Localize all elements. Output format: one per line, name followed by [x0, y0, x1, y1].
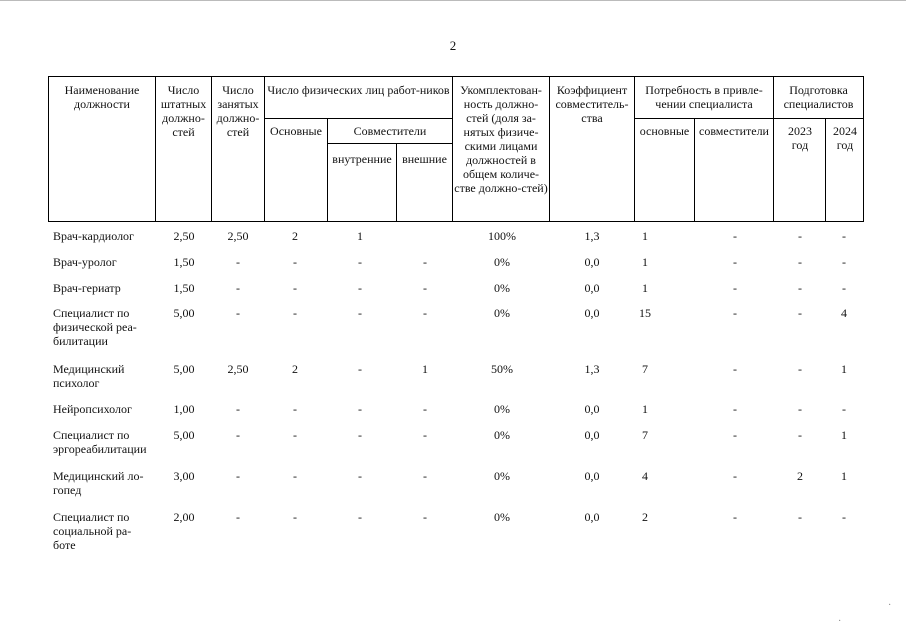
row-cell-need-comb: - — [733, 428, 737, 442]
row-cell-occupied: - — [236, 281, 240, 295]
row-cell-staff: 1,50 — [173, 255, 195, 269]
row-name: Медицинский ло-гопед — [53, 469, 144, 497]
row-cell-external: - — [423, 510, 427, 524]
header-2024: 2024 год — [833, 124, 857, 152]
row-cell-occupied: - — [236, 510, 240, 524]
row-cell-y2023: - — [798, 362, 802, 376]
row-cell-y2023: 2 — [797, 469, 803, 483]
row-cell-occupied: - — [236, 428, 240, 442]
scan-artifact: · — [838, 616, 842, 627]
header-staff: Число штатных должно-стей — [160, 83, 207, 139]
row-cell-staffing: 0% — [494, 281, 510, 295]
row-cell-y2023: - — [798, 402, 802, 416]
row-cell-need-comb: - — [733, 255, 737, 269]
row-cell-coef: 0,0 — [584, 402, 600, 416]
row-cell-need-comb: - — [733, 510, 737, 524]
row-cell-y2024: 1 — [841, 428, 847, 442]
row-cell-external: - — [423, 306, 427, 320]
row-name: Специалист по физической реа-билитации — [53, 306, 137, 348]
row-cell-external: 1 — [422, 362, 428, 376]
row-cell-y2024: 1 — [841, 469, 847, 483]
row-name: Специалист по социальной ра-боте — [53, 510, 132, 552]
row-cell-need-main: 4 — [642, 469, 648, 483]
header-persons: Число физических лиц работ-ников — [267, 83, 450, 97]
row-cell-coef: 1,3 — [584, 362, 600, 376]
header-2023: 2023 год — [788, 124, 812, 152]
row-cell-need-main: 1 — [642, 229, 648, 243]
row-cell-internal: - — [358, 306, 362, 320]
row-cell-coef: 0,0 — [584, 255, 600, 269]
row-cell-external: - — [423, 469, 427, 483]
row-cell-internal: - — [358, 281, 362, 295]
row-cell-internal: - — [358, 402, 362, 416]
row-cell-need-main: 1 — [642, 402, 648, 416]
row-cell-need-comb: - — [733, 306, 737, 320]
row-cell-main: 2 — [292, 362, 298, 376]
row-cell-staff: 1,50 — [173, 281, 195, 295]
row-cell-y2023: - — [798, 510, 802, 524]
header-need-main: основные — [639, 124, 690, 138]
row-name: Врач-гериатр — [53, 281, 121, 295]
row-cell-occupied: - — [236, 469, 240, 483]
row-cell-need-comb: - — [733, 362, 737, 376]
header-name: Наименование должности — [64, 83, 140, 111]
row-cell-external: - — [423, 281, 427, 295]
row-cell-main: - — [293, 510, 297, 524]
row-cell-staff: 5,00 — [173, 362, 195, 376]
row-cell-y2023: - — [798, 255, 802, 269]
header-training: Подготовка специалистов — [783, 83, 854, 111]
row-cell-main: - — [293, 402, 297, 416]
header-combiners: Совместители — [353, 124, 427, 138]
row-cell-need-main: 7 — [642, 428, 648, 442]
row-cell-internal: - — [358, 362, 362, 376]
row-cell-external: - — [423, 402, 427, 416]
row-name: Врач-уролог — [53, 255, 117, 269]
row-cell-external: - — [423, 255, 427, 269]
row-cell-main: - — [293, 428, 297, 442]
row-cell-need-main: 7 — [642, 362, 648, 376]
row-cell-staff: 3,00 — [173, 469, 195, 483]
header-external: внешние — [402, 152, 447, 166]
row-cell-y2024: - — [842, 510, 846, 524]
scan-artifact: · — [888, 600, 892, 611]
row-cell-staffing: 0% — [494, 255, 510, 269]
row-cell-staffing: 0% — [494, 402, 510, 416]
row-cell-coef: 0,0 — [584, 510, 600, 524]
header-occupied: Число занятых должно-стей — [216, 83, 260, 139]
row-cell-y2023: - — [798, 281, 802, 295]
row-cell-staffing: 0% — [494, 510, 510, 524]
row-cell-coef: 0,0 — [584, 306, 600, 320]
row-cell-y2023: - — [798, 306, 802, 320]
row-cell-main: - — [293, 469, 297, 483]
row-cell-occupied: - — [236, 306, 240, 320]
row-cell-need-main: 1 — [642, 255, 648, 269]
row-cell-main: - — [293, 255, 297, 269]
row-cell-coef: 1,3 — [584, 229, 600, 243]
header-coefficient: Коэффициент совместитель-ства — [555, 83, 629, 125]
header-need: Потребность в привле-чении специалиста — [645, 83, 763, 111]
row-cell-staff: 2,00 — [173, 510, 195, 524]
row-cell-y2023: - — [798, 428, 802, 442]
row-cell-y2024: 1 — [841, 362, 847, 376]
row-cell-need-main: 2 — [642, 510, 648, 524]
row-cell-internal: - — [358, 469, 362, 483]
row-cell-staff: 1,00 — [173, 402, 195, 416]
row-name: Нейропсихолог — [53, 402, 132, 416]
row-cell-staff: 2,50 — [173, 229, 195, 243]
page-top-edge — [0, 0, 906, 1]
row-cell-main: 2 — [292, 229, 298, 243]
row-cell-staff: 5,00 — [173, 428, 195, 442]
row-cell-occupied: - — [236, 402, 240, 416]
row-cell-staff: 5,00 — [173, 306, 195, 320]
row-name: Медицинский психолог — [53, 362, 125, 390]
row-cell-staffing: 0% — [494, 428, 510, 442]
row-cell-y2023: - — [798, 229, 802, 243]
row-cell-need-main: 15 — [639, 306, 651, 320]
row-cell-occupied: - — [236, 255, 240, 269]
header-internal: внутренние — [332, 152, 392, 166]
row-cell-y2024: 4 — [841, 306, 847, 320]
row-cell-main: - — [293, 281, 297, 295]
header-main: Основные — [270, 124, 322, 138]
row-cell-need-comb: - — [733, 402, 737, 416]
header-need-combiners: совместители — [699, 124, 769, 138]
row-cell-internal: 1 — [357, 229, 363, 243]
row-cell-staffing: 100% — [488, 229, 516, 243]
row-cell-main: - — [293, 306, 297, 320]
row-cell-coef: 0,0 — [584, 469, 600, 483]
row-cell-need-main: 1 — [642, 281, 648, 295]
row-cell-staffing: 0% — [494, 306, 510, 320]
row-cell-internal: - — [358, 255, 362, 269]
row-cell-coef: 0,0 — [584, 281, 600, 295]
row-cell-y2024: - — [842, 402, 846, 416]
row-cell-internal: - — [358, 510, 362, 524]
page-number: 2 — [449, 38, 457, 53]
row-cell-external: - — [423, 428, 427, 442]
row-name: Специалист по эргореабилитации — [53, 428, 147, 456]
row-cell-need-comb: - — [733, 229, 737, 243]
row-cell-staffing: 50% — [491, 362, 513, 376]
row-cell-need-comb: - — [733, 469, 737, 483]
row-cell-occupied: 2,50 — [227, 229, 249, 243]
row-cell-staffing: 0% — [494, 469, 510, 483]
row-cell-y2024: - — [842, 229, 846, 243]
row-name: Врач-кардиолог — [53, 229, 134, 243]
row-cell-y2024: - — [842, 255, 846, 269]
row-cell-internal: - — [358, 428, 362, 442]
row-cell-y2024: - — [842, 281, 846, 295]
row-cell-coef: 0,0 — [584, 428, 600, 442]
header-staffing: Укомплектован-ность должно-стей (доля за-нятых физиче-скими лицами должностей в общем количе-стве должно-стей) — [454, 83, 548, 195]
row-cell-occupied: 2,50 — [227, 362, 249, 376]
row-cell-need-comb: - — [733, 281, 737, 295]
